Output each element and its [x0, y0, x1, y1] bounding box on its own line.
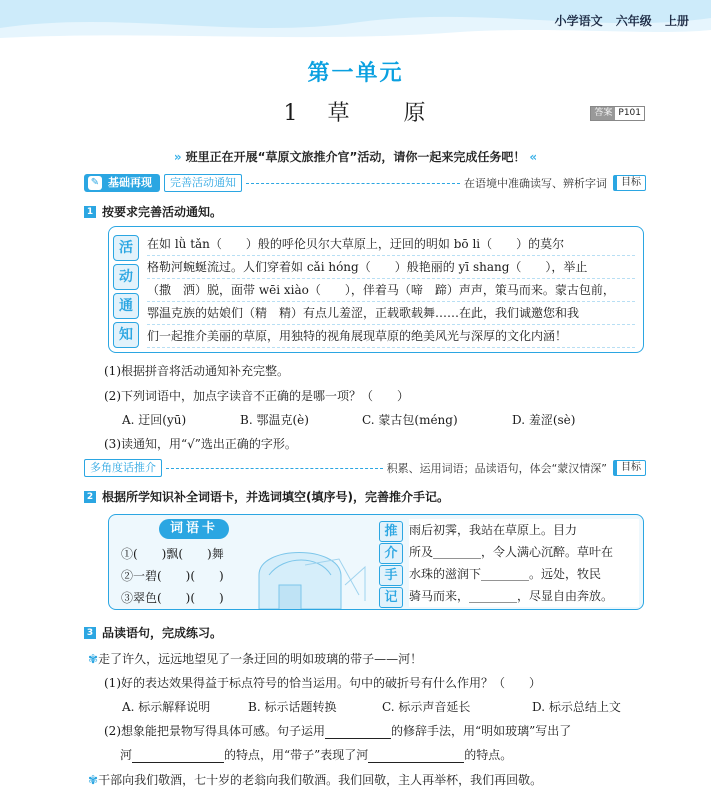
- section-basic-goal: 目标: [613, 175, 646, 191]
- section-basic-label: ✎ 基础再现: [84, 174, 160, 192]
- notice-line[interactable]: 格勒河蜿蜒流过。人们穿着如 cǎi hóng（ ）般艳丽的 yī shang（ ），举止: [147, 256, 635, 279]
- header-band: [0, 0, 711, 40]
- answer-blank[interactable]: [132, 750, 224, 763]
- header-book-info: [546, 12, 689, 29]
- side-char: 记: [379, 587, 403, 608]
- note-line[interactable]: 水珠的滋润下________。远处，牧民: [409, 567, 602, 581]
- word-card-item[interactable]: ②一碧( )( ): [121, 569, 224, 583]
- banner-text: 班里正在开展“草原文旅推介官”活动，请你一起来完成任务吧！: [185, 150, 526, 164]
- lesson-number: 1: [283, 101, 300, 126]
- option-a[interactable]: A. 迂回(yū): [122, 413, 187, 427]
- section-recommend-goal: 目标: [613, 460, 646, 476]
- q3-sub-2-line-1: (2)想象能把景物写得具体可感。句子运用 的修辞手法，用“明如玻璃”写出了: [104, 724, 572, 738]
- option-c[interactable]: C. 标示声音延长: [382, 700, 471, 714]
- word-card-title: 词语卡: [159, 519, 229, 539]
- banner-right-arrows: «: [529, 150, 538, 164]
- header-grade: 六年级: [615, 14, 652, 28]
- section-basic-sub: 完善活动通知: [164, 174, 242, 192]
- section-divider: [166, 468, 383, 469]
- question-number: 2: [84, 491, 96, 503]
- question-3-title: 品读语句，完成练习。: [102, 626, 223, 640]
- q3-quote-1: ✾走了许久，远远地望见了一条迂回的明如玻璃的带子——河！: [88, 652, 423, 666]
- q3-sub-2-line-2: 河 的特点，用“带子”表现了河 的特点。: [120, 748, 513, 762]
- side-char: 推: [379, 521, 403, 542]
- notice-line[interactable]: 在如 lǜ tǎn（ ）般的呼伦贝尔大草原上，迂回的明如 bō li（ ）的莫尔: [147, 233, 635, 256]
- option-d[interactable]: D. 羞涩(sè): [512, 413, 576, 427]
- lesson-char-2: 原: [403, 101, 428, 126]
- option-c[interactable]: C. 蒙古包(méng): [362, 413, 458, 427]
- header-volume: 上册: [664, 14, 689, 28]
- q1-sub-2: (2)下列词语中，加点字读音不正确的是哪一项？（ ）: [104, 389, 410, 403]
- section-recommend-bar: [84, 459, 646, 477]
- side-char: 介: [379, 543, 403, 564]
- section-basic-desc: 在语境中准确读写、辨析字词: [464, 177, 607, 190]
- notice-line[interactable]: （撒 洒）脱，面带 wēi xiào（ ），伴着马（啼 蹄）声声，策马而来。蒙古包前，: [147, 279, 635, 302]
- option-a[interactable]: A. 标示解释说明: [122, 700, 211, 714]
- answer-label: 答案: [591, 107, 615, 120]
- question-1-title: 按要求完善活动通知。: [102, 205, 223, 219]
- note-line[interactable]: 所及________，令人满心沉醉。草叶在: [409, 545, 614, 559]
- side-char: 知: [113, 322, 139, 348]
- task-banner: [0, 148, 711, 165]
- option-b[interactable]: B. 鄂温克(è): [240, 413, 309, 427]
- option-b[interactable]: B. 标示话题转换: [248, 700, 337, 714]
- answer-reference: [590, 106, 645, 121]
- question-number: 1: [84, 206, 96, 218]
- notice-line[interactable]: 鄂温克族的姑娘们（精 精）有点儿羞涩，正载歌载舞……在此，我们诚邀您和我: [147, 302, 635, 325]
- unit-title: 第一单元: [307, 61, 404, 86]
- side-char: 手: [379, 565, 403, 586]
- word-card-item[interactable]: ③翠色( )( ): [121, 591, 224, 605]
- section-recommend-label: 多角度话推介: [84, 459, 162, 477]
- q1-sub-3: (3)读通知，用“√”选出正确的字形。: [104, 437, 297, 451]
- flower-icon: ✾: [88, 773, 99, 787]
- question-2-title: 根据所学知识补全词语卡，并选词填空(填序号)，完善推介手记。: [102, 490, 449, 504]
- answer-page: P101: [618, 108, 641, 118]
- question-number: 3: [84, 627, 96, 639]
- answer-blank[interactable]: [325, 726, 391, 739]
- section-basic-bar: [84, 174, 646, 192]
- notice-text: [147, 233, 635, 348]
- q1-options: [122, 411, 575, 428]
- question-3-head: [84, 624, 222, 641]
- q3-options: [122, 698, 621, 715]
- question-1-head: [84, 203, 222, 220]
- q1-sub-1: (1)根据拼音将活动通知补充完整。: [104, 364, 289, 378]
- side-char: 动: [113, 264, 139, 290]
- activity-notice: [108, 226, 644, 353]
- word-card-item[interactable]: ①( )飘( )舞: [121, 547, 224, 561]
- banner-left-arrows: »: [173, 150, 182, 164]
- word-card-box: [108, 514, 644, 610]
- q3-sub-1: (1)好的表达效果得益于标点符号的恰当运用。句中的破折号有什么作用？（ ）: [104, 676, 542, 690]
- note-side-label: [379, 521, 401, 603]
- side-char: 活: [113, 235, 139, 261]
- q3-quote-2: ✾干部向我们敬酒，七十岁的老翁向我们敬酒。我们回敬，主人再举杯，我们再回敬。: [88, 773, 543, 787]
- header-subject: 小学语文: [554, 14, 603, 28]
- lesson-char-1: 草: [327, 101, 352, 126]
- recommend-note-text: [409, 519, 639, 607]
- note-line[interactable]: 骑马而来，________，尽显自由奔放。: [409, 589, 614, 603]
- note-line: 雨后初霁，我站在草原上。目力: [409, 523, 578, 537]
- question-2-head: [84, 488, 449, 505]
- notice-side-label: [113, 235, 139, 343]
- section-divider: [246, 183, 460, 184]
- book-icon: ✎: [88, 176, 102, 190]
- notice-line: 们一起推介美丽的草原，用独特的视角展现草原的绝美风光与深厚的文化内涵！: [147, 325, 635, 348]
- answer-blank[interactable]: [368, 750, 464, 763]
- option-d[interactable]: D. 标示总结上文: [532, 700, 621, 714]
- side-char: 通: [113, 293, 139, 319]
- flower-icon: ✾: [88, 652, 99, 666]
- section-recommend-desc: 积累、运用词语；品读语句，体会“蒙汉情深”: [386, 462, 607, 475]
